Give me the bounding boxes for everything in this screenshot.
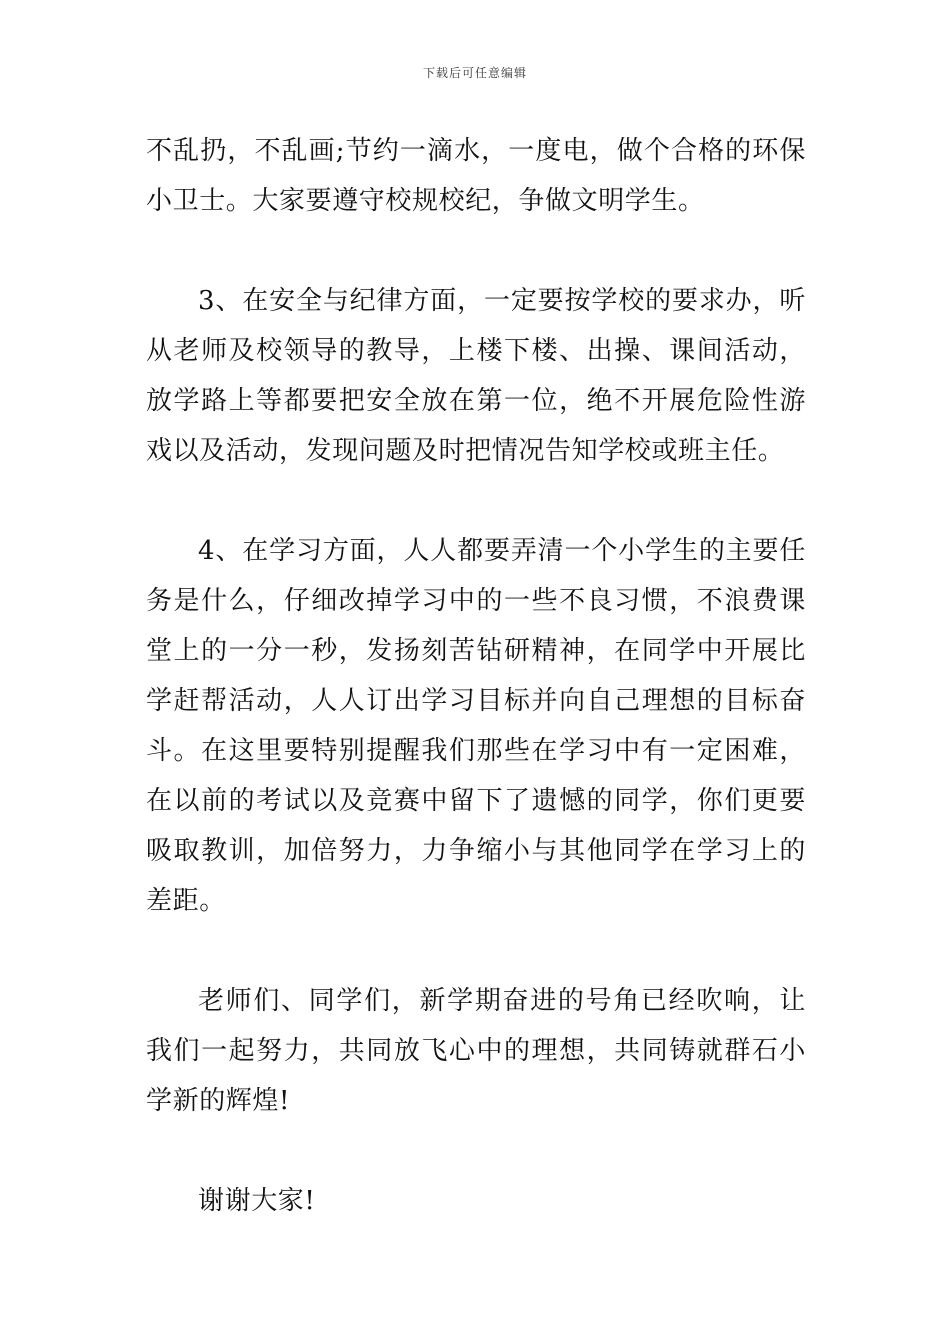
paragraph-gap xyxy=(146,926,806,976)
paragraph-environment: 不乱扔，不乱画;节约一滴水，一度电，做个合格的环保小卫士。大家要遵守校规校纪，争做文明学生。 xyxy=(146,136,806,216)
paragraph-gap xyxy=(146,476,806,526)
paragraph-gap xyxy=(146,1126,806,1176)
paragraph-thanks: 谢谢大家! xyxy=(198,1186,316,1216)
paragraph-closing: 老师们、同学们，新学期奋进的号角已经吹响，让我们一起努力，共同放飞心中的理想，共同铸就群石小学新的辉煌! xyxy=(146,986,806,1116)
paragraph-gap xyxy=(146,226,806,276)
paragraph-study: 4、在学习方面，人人都要弄清一个小学生的主要任务是什么，仔细改掉学习中的一些不良习惯，不浪费课堂上的一分一秒，发扬刻苦钻研精神，在同学中开展比学赶帮活动，人人订出学习目标并向自己理想的目标奋斗。在这里要特别提醒我们那些在学习中有一定困难，在以前的考试以及竞赛中留下了遗憾的同学，你们更要吸取教训，加倍努力，力争缩小与其他同学在学习上的差距。 xyxy=(146,536,806,916)
page-header: 下载后可任意编辑 xyxy=(422,66,527,80)
document-body xyxy=(146,126,806,1226)
paragraph-safety: 3、在安全与纪律方面，一定要按学校的要求办，听从老师及校领导的教导，上楼下楼、出操、课间活动，放学路上等都要把安全放在第一位，绝不开展危险性游戏以及活动，发现问题及时把情况告知学校或班主任。 xyxy=(146,286,806,466)
